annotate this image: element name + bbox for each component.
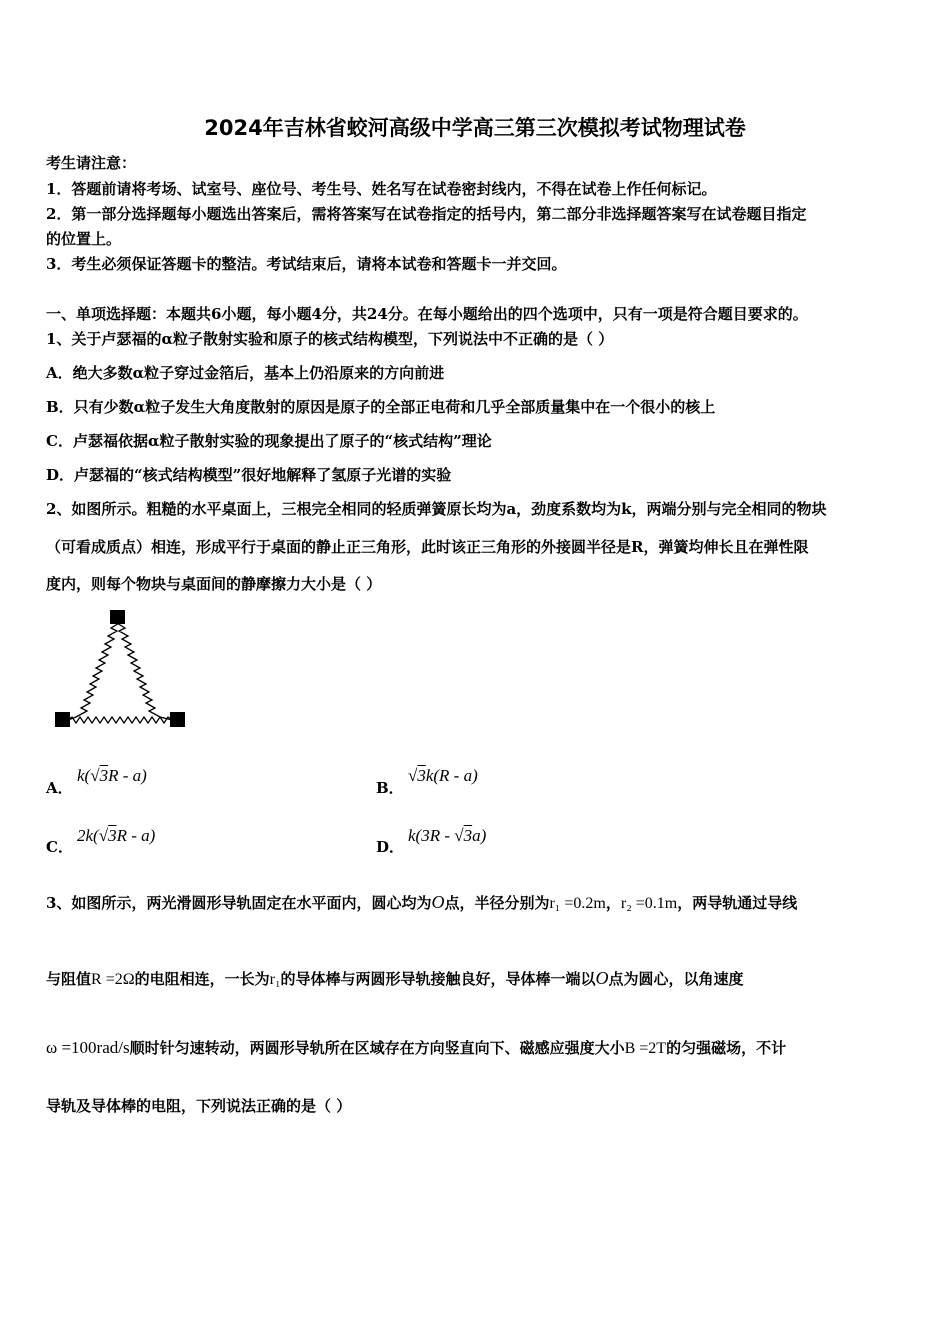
question-1-stem: 1、关于卢瑟福的α粒子散射实验和原子的核式结构模型，下列说法中不正确的是（ ） bbox=[46, 330, 614, 348]
text-run: 的匀强磁场，不计 bbox=[666, 1039, 787, 1057]
text-run: ， bbox=[605, 894, 621, 912]
section-heading: 一、单项选择题：本题共6小题，每小题4分，共24分。在每小题给出的四个选项中，只有一项是符合题目要求的。 bbox=[46, 305, 808, 323]
question-2-option-c-label: C． bbox=[46, 838, 73, 856]
formula-part: k(R - a) bbox=[425, 766, 478, 785]
formula-part: R - a) bbox=[108, 766, 147, 785]
question-2-option-d-label: D． bbox=[376, 838, 405, 856]
text-run: 点为圆心，以角速度 bbox=[608, 970, 744, 988]
question-3-line-3 bbox=[46, 1037, 786, 1058]
spring-triangle-figure bbox=[48, 605, 193, 735]
text-run: 的电阻相连，一长为 bbox=[134, 970, 270, 988]
text-run: 的导体棒与两圆形导轨接触良好，导体棒一端以 bbox=[280, 970, 596, 988]
question-1-option-d: D．卢瑟福的“核式结构模型”很好地解释了氢原子光谱的实验 bbox=[46, 466, 452, 484]
notice-item: 的位置上。 bbox=[46, 230, 122, 248]
question-2-option-b-formula: √3k(R - a) bbox=[408, 766, 478, 785]
notice-item: 2．第一部分选择题每小题选出答案后，需将答案写在试卷指定的括号内，第二部分非选择题答案写在试卷题目指定 bbox=[46, 205, 807, 223]
formula-part: k(3R - bbox=[408, 826, 455, 845]
notice-heading: 考生请注意： bbox=[46, 154, 137, 172]
block-bottom-right bbox=[170, 712, 185, 727]
question-3-line-4: 导轨及导体棒的电阻，下列说法正确的是（ ） bbox=[46, 1097, 352, 1115]
math-expression: r₂ =0.1m bbox=[620, 895, 678, 912]
formula-part: R - a) bbox=[116, 826, 156, 845]
question-2-stem-line: （可看成质点）相连，形成平行于桌面的静止正三角形，此时该正三角形的外接圆半径是R，弹簧均伸长且在弹性限 bbox=[46, 538, 809, 556]
sqrt-radicand: 3 bbox=[463, 826, 473, 845]
question-2-option-c-formula: 2k(√3R - a) bbox=[77, 826, 156, 845]
question-3-line-2 bbox=[46, 968, 744, 989]
text-run: 3、如图所示，两光滑圆形导轨固定在水平面内，圆心均为 bbox=[46, 894, 432, 912]
math-expression: r₁ bbox=[269, 971, 281, 988]
text-run: 与阻值 bbox=[46, 970, 92, 988]
question-2-option-a-formula: k(√3R - a) bbox=[77, 766, 147, 785]
sqrt-radicand: 3 bbox=[108, 826, 117, 845]
formula-part: a) bbox=[472, 826, 487, 845]
math-expression: ω =100rad/s bbox=[46, 1038, 130, 1057]
formula-part: k( bbox=[77, 766, 91, 785]
formula-part: 2k( bbox=[77, 826, 99, 845]
page-title: 2024年吉林省蛟河高级中学高三第三次模拟考试物理试卷 bbox=[204, 116, 746, 140]
question-2-stem-line: 度内，则每个物块与桌面间的静摩擦力大小是（ ） bbox=[46, 575, 382, 593]
sqrt-radicand: 3 bbox=[417, 766, 426, 785]
text-run: 顺时针匀速转动，两圆形导轨所在区域存在方向竖直向下、磁感应强度大小 bbox=[129, 1039, 625, 1057]
spring-left bbox=[68, 617, 119, 720]
math-symbol: O bbox=[595, 968, 609, 988]
text-run: 点，半径分别为 bbox=[444, 894, 550, 912]
math-expression: r₁ =0.2m bbox=[549, 895, 606, 912]
question-2-stem-line: 2、如图所示。粗糙的水平桌面上，三根完全相同的轻质弹簧原长均为a，劲度系数均为k，两端分别与完全相同的物块 bbox=[46, 500, 827, 518]
question-2-option-b-label: B． bbox=[376, 779, 404, 797]
spring-bottom bbox=[68, 717, 172, 723]
spring-right bbox=[117, 617, 172, 720]
notice-item: 3．考生必须保证答题卡的整洁。考试结束后，请将本试卷和答题卡一并交回。 bbox=[46, 255, 567, 273]
text-run: ，两导轨通过导线 bbox=[677, 894, 798, 912]
notice-item: 1．答题前请将考场、试室号、座位号、考生号、姓名写在试卷密封线内，不得在试卷上作任何标记。 bbox=[46, 180, 717, 198]
question-1-option-a: A．绝大多数α粒子穿过金箔后，基本上仍沿原来的方向前进 bbox=[46, 364, 445, 382]
question-1-option-c: C．卢瑟福依据α粒子散射实验的现象提出了原子的“核式结构”理论 bbox=[46, 432, 492, 450]
math-expression: R =2Ω bbox=[91, 971, 135, 988]
math-symbol: O bbox=[431, 892, 445, 912]
question-1-option-b: B．只有少数α粒子发生大角度散射的原因是原子的全部正电荷和几乎全部质量集中在一个很小的核上 bbox=[46, 398, 716, 416]
question-2-option-d-formula: k(3R - √3a) bbox=[408, 826, 487, 845]
sqrt-radicand: 3 bbox=[99, 766, 109, 785]
block-bottom-left bbox=[55, 712, 70, 727]
math-expression: B =2T bbox=[624, 1040, 667, 1057]
question-3-line-1 bbox=[46, 892, 797, 913]
block-top bbox=[110, 610, 125, 624]
question-2-option-a-label: A． bbox=[46, 779, 73, 797]
